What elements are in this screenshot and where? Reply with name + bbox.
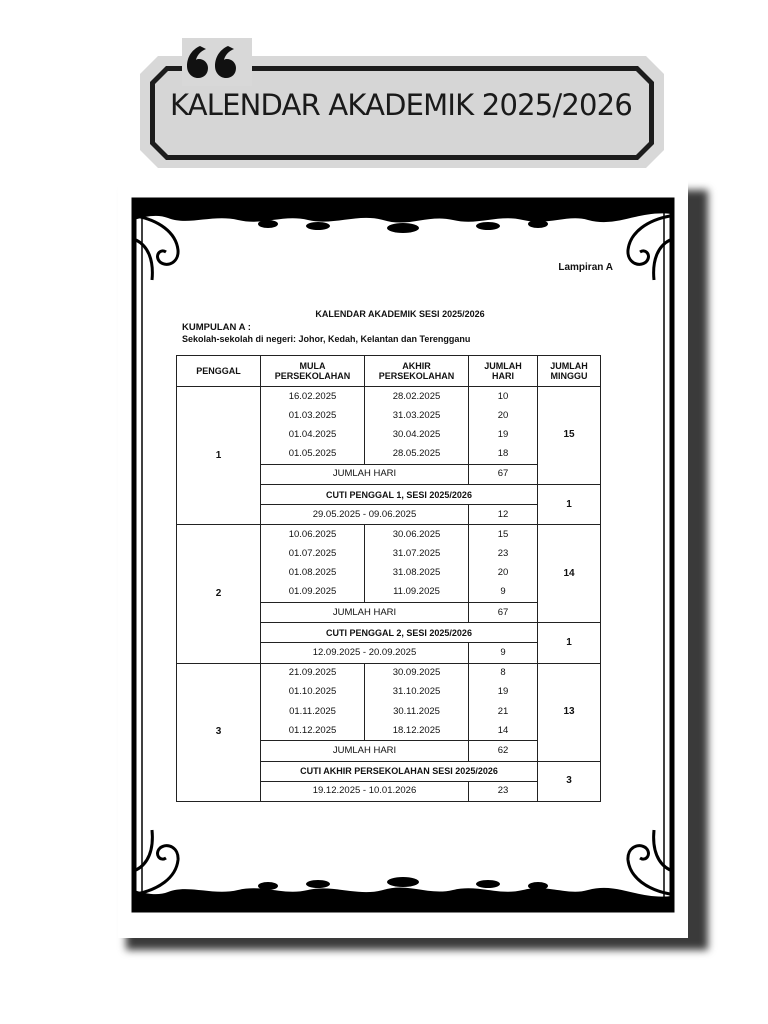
header-mula-line2: PERSEKOLAHAN <box>274 371 351 381</box>
table-row <box>177 387 601 407</box>
cell-mula: 01.09.2025 <box>261 583 365 603</box>
cell-mula: 01.08.2025 <box>261 564 365 583</box>
page-title: KALENDAR AKADEMIK 2025/2026 <box>170 88 632 122</box>
cell-mula: 21.09.2025 <box>261 663 365 683</box>
cuti-hari-value: 23 <box>469 781 538 801</box>
cell-mula: 01.12.2025 <box>261 721 365 741</box>
penggal-number: 1 <box>177 387 261 525</box>
cuti-hari-value: 12 <box>469 505 538 525</box>
cell-akhir: 30.06.2025 <box>365 525 469 545</box>
cell-mula: 16.02.2025 <box>261 387 365 407</box>
cell-mula: 10.06.2025 <box>261 525 365 545</box>
cell-mula: 01.05.2025 <box>261 445 365 465</box>
cuti-title: CUTI PENGGAL 2, SESI 2025/2026 <box>261 623 538 643</box>
academic-calendar-table <box>176 355 601 802</box>
table-body <box>177 387 601 802</box>
appendix-label: Lampiran A <box>558 262 613 273</box>
cell-hari: 9 <box>469 583 538 603</box>
group-label: KUMPULAN A : <box>182 322 251 333</box>
cell-hari: 8 <box>469 663 538 683</box>
cell-akhir: 31.03.2025 <box>365 406 469 425</box>
table-row <box>177 663 601 683</box>
cuti-title: CUTI PENGGAL 1, SESI 2025/2026 <box>261 484 538 504</box>
header-akhir-line2: PERSEKOLAHAN <box>378 371 455 381</box>
table-row <box>177 525 601 545</box>
cell-akhir: 11.09.2025 <box>365 583 469 603</box>
cell-mula: 01.07.2025 <box>261 545 365 564</box>
cell-hari: 10 <box>469 387 538 407</box>
bottom-ornament <box>134 877 672 910</box>
cell-akhir: 31.08.2025 <box>365 564 469 583</box>
jumlah-hari-label: JUMLAH HARI <box>261 464 469 484</box>
cell-akhir: 30.11.2025 <box>365 702 469 721</box>
cell-mula: 01.04.2025 <box>261 425 365 444</box>
cuti-minggu-cell: 3 <box>538 761 601 801</box>
cell-mula: 01.03.2025 <box>261 406 365 425</box>
penggal-number: 2 <box>177 525 261 663</box>
cuti-title: CUTI AKHIR PERSEKOLAHAN SESI 2025/2026 <box>261 761 538 781</box>
quote-icon <box>182 38 252 86</box>
cell-akhir: 28.05.2025 <box>365 445 469 465</box>
header-mula <box>261 356 365 387</box>
jumlah-hari-label: JUMLAH HARI <box>261 741 469 761</box>
document-title: KALENDAR AKADEMIK SESI 2025/2026 <box>315 309 485 319</box>
cuti-hari-value: 9 <box>469 643 538 663</box>
header-hari-line2: HARI <box>492 371 514 381</box>
cell-hari: 20 <box>469 564 538 583</box>
cuti-date-range: 12.09.2025 - 20.09.2025 <box>261 643 469 663</box>
table-header-row <box>177 356 601 387</box>
header-jumlah-hari <box>469 356 538 387</box>
jumlah-minggu-cell: 13 <box>538 663 601 761</box>
cell-akhir: 30.09.2025 <box>365 663 469 683</box>
cell-mula: 01.10.2025 <box>261 683 365 702</box>
cuti-date-range: 19.12.2025 - 10.01.2026 <box>261 781 469 801</box>
cell-hari: 15 <box>469 525 538 545</box>
cell-akhir: 31.07.2025 <box>365 545 469 564</box>
jumlah-minggu-cell: 15 <box>538 387 601 485</box>
cell-akhir: 30.04.2025 <box>365 425 469 444</box>
cell-akhir: 18.12.2025 <box>365 721 469 741</box>
cell-akhir: 31.10.2025 <box>365 683 469 702</box>
cell-hari: 19 <box>469 425 538 444</box>
header-akhir <box>365 356 469 387</box>
states-label: Sekolah-sekolah di negeri: Johor, Kedah, Kelantan dan Terengganu <box>182 334 471 344</box>
header-penggal: PENGGAL <box>177 356 261 387</box>
top-ornament <box>134 200 672 233</box>
header-hari-line1: JUMLAH <box>484 361 522 371</box>
jumlah-hari-label: JUMLAH HARI <box>261 603 469 623</box>
cell-hari: 14 <box>469 721 538 741</box>
cuti-date-range: 29.05.2025 - 09.06.2025 <box>261 505 469 525</box>
header-jumlah-minggu <box>538 356 601 387</box>
jumlah-hari-value: 62 <box>469 741 538 761</box>
cell-akhir: 28.02.2025 <box>365 387 469 407</box>
cuti-minggu-cell: 1 <box>538 623 601 663</box>
cell-hari: 20 <box>469 406 538 425</box>
header-minggu-line1: JUMLAH <box>550 361 588 371</box>
cell-hari: 23 <box>469 545 538 564</box>
cuti-minggu-cell: 1 <box>538 484 601 524</box>
header-mula-line1: MULA <box>299 361 326 371</box>
header-minggu-line2: MINGGU <box>550 371 588 381</box>
header-akhir-line1: AKHIR <box>402 361 431 371</box>
cell-hari: 19 <box>469 683 538 702</box>
penggal-number: 3 <box>177 663 261 801</box>
cell-hari: 21 <box>469 702 538 721</box>
cell-hari: 18 <box>469 445 538 465</box>
cell-mula: 01.11.2025 <box>261 702 365 721</box>
jumlah-minggu-cell: 14 <box>538 525 601 623</box>
jumlah-hari-value: 67 <box>469 464 538 484</box>
jumlah-hari-value: 67 <box>469 603 538 623</box>
